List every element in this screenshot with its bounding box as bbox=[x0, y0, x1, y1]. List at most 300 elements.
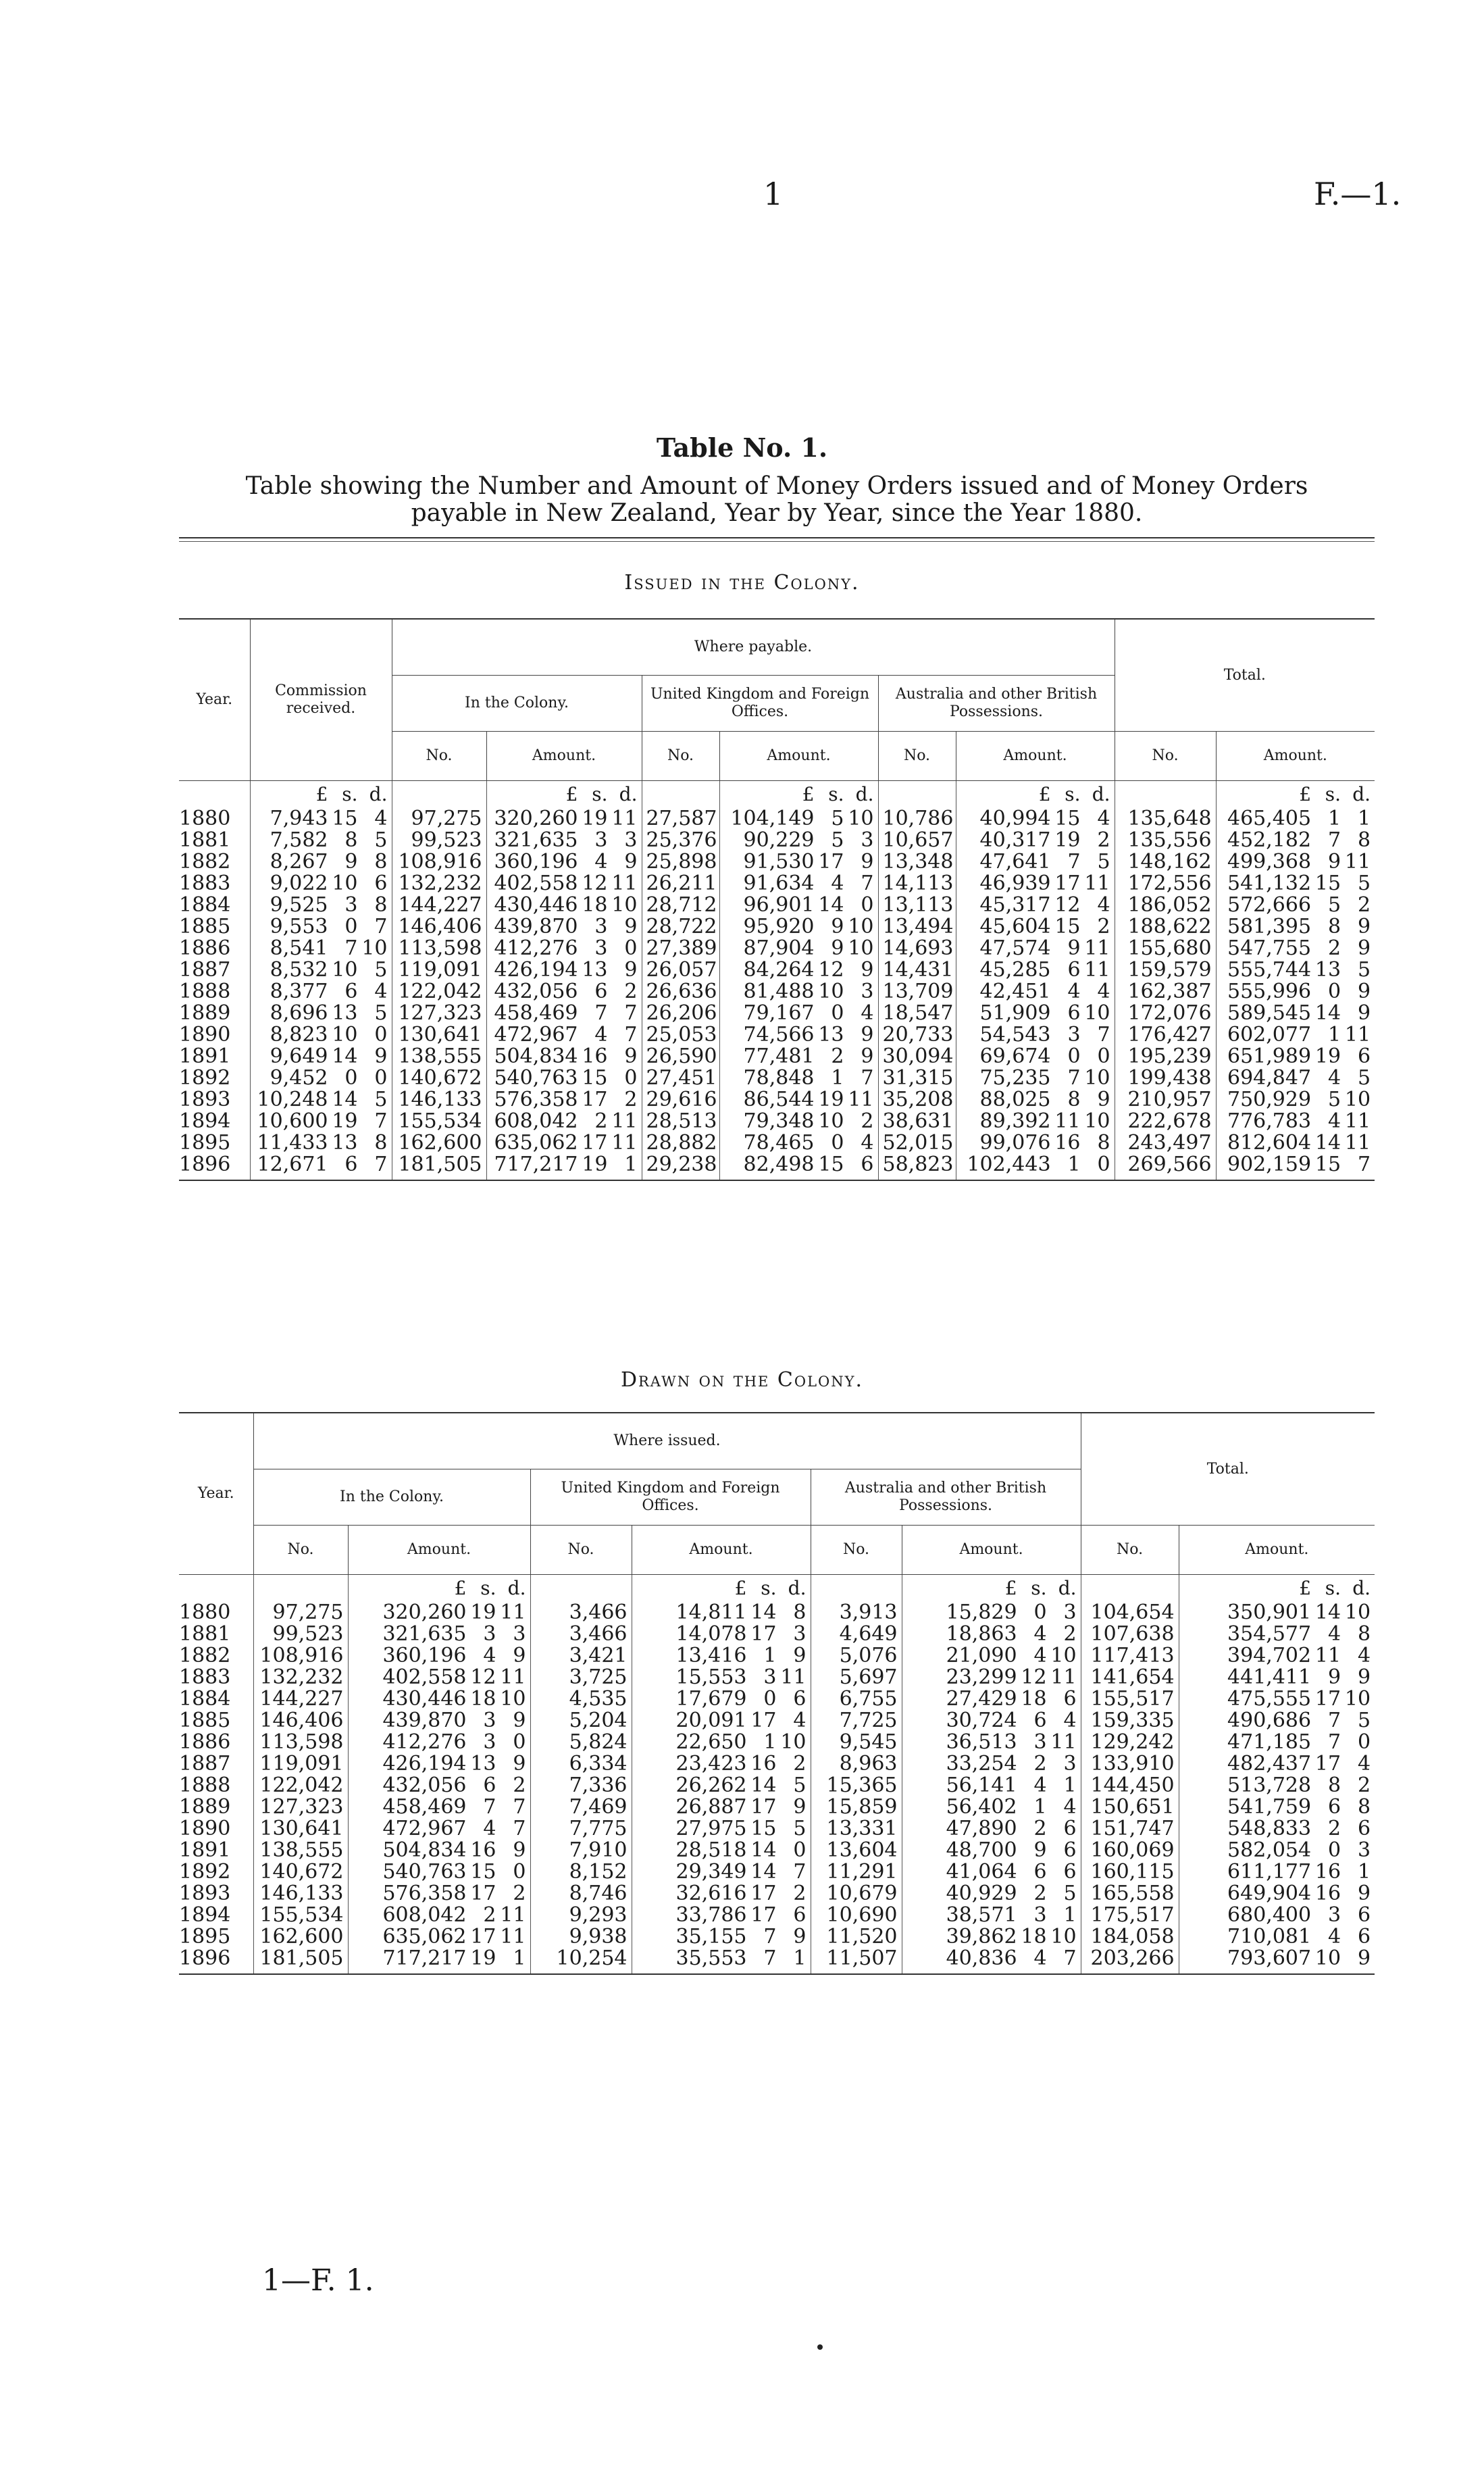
amount-cell bbox=[902, 1753, 1081, 1775]
pounds: 555,744 bbox=[1227, 958, 1312, 982]
table-row bbox=[179, 1861, 1375, 1883]
pound-sign: £ bbox=[1299, 783, 1312, 805]
amount-cell bbox=[632, 1645, 811, 1667]
amount-value bbox=[255, 830, 388, 851]
amount-value bbox=[491, 1046, 638, 1067]
amount-cell bbox=[250, 1024, 392, 1046]
amount-value bbox=[636, 1948, 807, 1969]
year-cell: 1895 bbox=[179, 1131, 231, 1155]
pounds: 7,582 bbox=[270, 828, 328, 852]
pounds: 12,671 bbox=[257, 1153, 328, 1176]
amount-cell bbox=[902, 1688, 1081, 1710]
pence: 1 bbox=[1063, 1903, 1077, 1927]
pence: 9 bbox=[1357, 915, 1371, 938]
amount-cell bbox=[348, 1926, 530, 1948]
amount-cell bbox=[956, 830, 1115, 851]
pence: 5 bbox=[1357, 1709, 1371, 1732]
number-cell: 14,693 bbox=[878, 938, 956, 959]
pounds: 45,604 bbox=[979, 915, 1051, 938]
number-cell: 10,657 bbox=[878, 830, 956, 851]
year-cell: 1890 bbox=[179, 1817, 231, 1840]
amount-cell bbox=[719, 851, 878, 873]
number-cell: 7,910 bbox=[530, 1840, 632, 1861]
shillings: 7 bbox=[763, 1946, 777, 1970]
pounds: 902,159 bbox=[1227, 1153, 1312, 1176]
table-row bbox=[179, 1089, 1375, 1111]
pounds: 582,054 bbox=[1227, 1838, 1312, 1862]
shillings: 9 bbox=[344, 850, 358, 874]
amount-value bbox=[491, 1154, 638, 1176]
section-heading-drawn: Drawn on the Colony. bbox=[620, 1368, 864, 1392]
pence: 9 bbox=[861, 1023, 874, 1047]
shillings: 1 bbox=[1327, 1023, 1341, 1047]
pence: 1 bbox=[513, 1946, 526, 1970]
pounds: 35,553 bbox=[675, 1946, 747, 1970]
pounds: 54,543 bbox=[979, 1023, 1051, 1047]
table-row bbox=[179, 1602, 1375, 1624]
amount-value bbox=[491, 1132, 638, 1154]
number-cell: 113,598 bbox=[253, 1732, 348, 1753]
amount-value bbox=[906, 1753, 1077, 1775]
pence: 8 bbox=[1357, 1622, 1371, 1646]
amount-cell bbox=[348, 1818, 530, 1840]
pence: 11 bbox=[1344, 1109, 1371, 1133]
pence: 10 bbox=[1344, 1687, 1371, 1711]
number-cell: 5,204 bbox=[530, 1710, 632, 1732]
pounds: 9,649 bbox=[270, 1045, 328, 1068]
amount-value bbox=[906, 1818, 1077, 1840]
number-cell: 127,323 bbox=[253, 1796, 348, 1818]
pence: 9 bbox=[513, 1752, 526, 1776]
pence: 5 bbox=[374, 1001, 388, 1025]
pence: 6 bbox=[793, 1687, 807, 1711]
pounds: 360,196 bbox=[382, 1644, 467, 1667]
number-cell: 107,638 bbox=[1081, 1624, 1179, 1645]
pounds: 102,443 bbox=[967, 1153, 1051, 1176]
amount-cell bbox=[486, 1024, 642, 1046]
pence: 11 bbox=[611, 807, 638, 830]
pounds: 27,975 bbox=[675, 1817, 747, 1840]
number-cell: 146,133 bbox=[392, 1089, 486, 1111]
blank-cell bbox=[642, 781, 719, 809]
shillings: 10 bbox=[818, 980, 844, 1003]
number-cell: 130,641 bbox=[392, 1024, 486, 1046]
pounds: 710,081 bbox=[1227, 1925, 1312, 1948]
pence: 10 bbox=[1344, 1601, 1371, 1624]
shillings: 14 bbox=[750, 1838, 777, 1862]
number-cell: 11,520 bbox=[811, 1926, 902, 1948]
pence: 1 bbox=[793, 1946, 807, 1970]
pounds: 635,062 bbox=[382, 1925, 467, 1948]
amount-value bbox=[491, 1024, 638, 1046]
shillings: 14 bbox=[1314, 1001, 1341, 1025]
pence: 1 bbox=[1063, 1773, 1077, 1797]
amount-cell bbox=[632, 1905, 811, 1926]
pence: 9 bbox=[1357, 1001, 1371, 1025]
shillings: 0 bbox=[1067, 1045, 1081, 1068]
amount-value bbox=[491, 895, 638, 916]
pence: 4 bbox=[793, 1709, 807, 1732]
year-cell: 1881 bbox=[179, 1622, 231, 1646]
pence: 8 bbox=[374, 850, 388, 874]
pence: 5 bbox=[1357, 958, 1371, 982]
amount-cell bbox=[956, 1024, 1115, 1046]
pence: 11 bbox=[611, 872, 638, 895]
pence: 5 bbox=[793, 1773, 807, 1797]
pounds: 69,674 bbox=[979, 1045, 1051, 1068]
number-cell: 26,590 bbox=[642, 1046, 719, 1067]
divider bbox=[179, 537, 1375, 542]
amount-value bbox=[255, 851, 388, 873]
amount-value bbox=[1183, 1775, 1371, 1796]
amount-value bbox=[1183, 1602, 1371, 1624]
pound-sign: £ bbox=[565, 783, 578, 805]
pounds: 513,728 bbox=[1227, 1773, 1312, 1797]
pounds: 35,155 bbox=[675, 1925, 747, 1948]
header-amount: Amount. bbox=[902, 1526, 1081, 1575]
amount-value bbox=[906, 1861, 1077, 1883]
amount-cell bbox=[902, 1732, 1081, 1753]
amount-value bbox=[491, 808, 638, 830]
shillings: 9 bbox=[1327, 850, 1341, 874]
amount-value bbox=[961, 1067, 1110, 1089]
amount-value bbox=[1221, 808, 1371, 830]
amount-value bbox=[353, 1883, 526, 1905]
units-cell bbox=[632, 1575, 811, 1603]
amount-cell bbox=[902, 1667, 1081, 1688]
amount-value bbox=[906, 1775, 1077, 1796]
number-cell: 148,162 bbox=[1115, 851, 1216, 873]
amount-value bbox=[961, 895, 1110, 916]
shillings: 3 bbox=[1033, 1903, 1047, 1927]
number-cell: 203,266 bbox=[1081, 1948, 1179, 1974]
pence-label: d. bbox=[855, 783, 874, 805]
pounds: 472,967 bbox=[382, 1817, 467, 1840]
pence: 11 bbox=[1344, 850, 1371, 874]
number-cell: 159,335 bbox=[1081, 1710, 1179, 1732]
year-cell: 1888 bbox=[179, 980, 231, 1003]
amount-cell bbox=[1179, 1624, 1375, 1645]
pence: 10 bbox=[1084, 1066, 1110, 1090]
number-cell: 117,413 bbox=[1081, 1645, 1179, 1667]
pounds: 40,317 bbox=[979, 828, 1051, 852]
pounds: 42,451 bbox=[979, 980, 1051, 1003]
year-cell: 1896 bbox=[179, 1948, 253, 1974]
pence: 10 bbox=[1084, 1001, 1110, 1025]
pounds: 504,834 bbox=[382, 1838, 467, 1862]
year-cell: 1883 bbox=[179, 1665, 231, 1689]
pounds: 56,402 bbox=[946, 1795, 1017, 1819]
pounds: 78,848 bbox=[743, 1066, 815, 1090]
pence: 11 bbox=[500, 1601, 526, 1624]
pence: 6 bbox=[1357, 1903, 1371, 1927]
number-cell: 188,622 bbox=[1115, 916, 1216, 938]
amount-value bbox=[906, 1948, 1077, 1969]
pence: 3 bbox=[861, 980, 874, 1003]
pounds: 490,686 bbox=[1227, 1709, 1312, 1732]
pounds: 99,076 bbox=[979, 1131, 1051, 1155]
shillings: 16 bbox=[582, 1045, 608, 1068]
shillings: 1 bbox=[763, 1644, 777, 1667]
pounds: 439,870 bbox=[494, 915, 578, 938]
header-commission: Commission received. bbox=[250, 619, 392, 781]
number-cell: 25,376 bbox=[642, 830, 719, 851]
shillings: 12 bbox=[582, 872, 608, 895]
amount-value bbox=[906, 1732, 1077, 1753]
pence: 9 bbox=[1097, 1088, 1110, 1111]
pence: 5 bbox=[374, 1088, 388, 1111]
pence: 9 bbox=[513, 1709, 526, 1732]
units-cell bbox=[1216, 781, 1375, 809]
amount-cell bbox=[719, 895, 878, 916]
pounds: 8,823 bbox=[270, 1023, 328, 1047]
pence: 2 bbox=[1357, 893, 1371, 917]
pounds: 40,836 bbox=[946, 1946, 1017, 1970]
pounds: 432,056 bbox=[382, 1773, 467, 1797]
pounds: 15,553 bbox=[675, 1665, 747, 1689]
shillings: 19 bbox=[332, 1109, 358, 1133]
amount-value bbox=[636, 1905, 807, 1926]
number-cell: 140,672 bbox=[392, 1067, 486, 1089]
amount-value bbox=[906, 1710, 1077, 1732]
shillings: 4 bbox=[1033, 1773, 1047, 1797]
table-row bbox=[179, 1067, 1375, 1089]
amount-value bbox=[961, 1132, 1110, 1154]
pence: 7 bbox=[624, 1001, 638, 1025]
amount-cell bbox=[632, 1688, 811, 1710]
table-row bbox=[179, 851, 1375, 873]
number-cell: 5,824 bbox=[530, 1732, 632, 1753]
pence: 2 bbox=[624, 1088, 638, 1111]
units bbox=[491, 784, 638, 805]
amount-cell bbox=[250, 1003, 392, 1024]
shillings: 9 bbox=[1327, 1665, 1341, 1689]
pounds: 608,042 bbox=[494, 1109, 578, 1133]
amount-value bbox=[491, 1111, 638, 1132]
header-no: No. bbox=[253, 1526, 348, 1575]
pounds: 458,469 bbox=[382, 1795, 467, 1819]
amount-cell bbox=[250, 830, 392, 851]
number-cell: 155,534 bbox=[392, 1111, 486, 1132]
shillings: 3 bbox=[1327, 1903, 1341, 1927]
table-row bbox=[179, 830, 1375, 851]
amount-cell bbox=[719, 1111, 878, 1132]
number-cell: 122,042 bbox=[392, 981, 486, 1003]
pence: 0 bbox=[624, 1066, 638, 1090]
amount-value bbox=[491, 916, 638, 938]
amount-cell bbox=[1216, 1046, 1375, 1067]
number-cell: 35,208 bbox=[878, 1089, 956, 1111]
shillings: 19 bbox=[1054, 828, 1081, 852]
number-cell: 97,275 bbox=[392, 808, 486, 830]
shillings: 3 bbox=[483, 1730, 496, 1754]
units bbox=[1221, 784, 1371, 805]
header-amount: Amount. bbox=[719, 732, 878, 781]
amount-cell bbox=[632, 1818, 811, 1840]
pounds: 320,260 bbox=[382, 1601, 467, 1624]
shillings: 18 bbox=[1021, 1925, 1047, 1948]
amount-cell bbox=[1179, 1753, 1375, 1775]
pounds: 465,405 bbox=[1227, 807, 1312, 830]
amount-value bbox=[353, 1753, 526, 1775]
shillings: 6 bbox=[344, 980, 358, 1003]
amount-cell bbox=[348, 1883, 530, 1905]
amount-value bbox=[491, 1067, 638, 1089]
amount-value bbox=[1221, 1003, 1371, 1024]
shillings: 9 bbox=[831, 915, 844, 938]
amount-cell bbox=[1179, 1645, 1375, 1667]
shillings: 0 bbox=[344, 1066, 358, 1090]
number-cell: 3,421 bbox=[530, 1645, 632, 1667]
amount-cell bbox=[632, 1840, 811, 1861]
amount-cell bbox=[902, 1840, 1081, 1861]
table-row bbox=[179, 959, 1375, 981]
amount-cell bbox=[1179, 1948, 1375, 1974]
pound-sign: £ bbox=[454, 1577, 467, 1599]
pounds: 540,763 bbox=[382, 1860, 467, 1884]
table-title: Table No. 1. bbox=[656, 432, 828, 463]
number-cell: 9,293 bbox=[530, 1905, 632, 1926]
amount-value bbox=[1221, 916, 1371, 938]
blank-cell bbox=[1081, 1575, 1179, 1603]
pence: 10 bbox=[500, 1687, 526, 1711]
shillings: 18 bbox=[1021, 1687, 1047, 1711]
amount-value bbox=[636, 1602, 807, 1624]
pounds: 541,759 bbox=[1227, 1795, 1312, 1819]
table-row bbox=[179, 1024, 1375, 1046]
amount-cell bbox=[250, 808, 392, 830]
amount-cell bbox=[956, 1067, 1115, 1089]
pence: 3 bbox=[1063, 1601, 1077, 1624]
shillings: 13 bbox=[332, 1131, 358, 1155]
amount-value bbox=[636, 1926, 807, 1948]
amount-cell bbox=[348, 1602, 530, 1624]
pence: 5 bbox=[1357, 872, 1371, 895]
amount-value bbox=[353, 1840, 526, 1861]
table-row bbox=[179, 1111, 1375, 1132]
amount-value bbox=[1183, 1732, 1371, 1753]
amount-value bbox=[906, 1667, 1077, 1688]
shillings-label: s. bbox=[480, 1577, 496, 1599]
amount-value bbox=[724, 1132, 874, 1154]
shillings: 3 bbox=[344, 893, 358, 917]
table-row bbox=[179, 1003, 1375, 1024]
amount-cell bbox=[348, 1840, 530, 1861]
amount-value bbox=[255, 808, 388, 830]
pence: 10 bbox=[848, 915, 874, 938]
pounds: 38,571 bbox=[946, 1903, 1017, 1927]
amount-cell bbox=[902, 1861, 1081, 1883]
shillings: 2 bbox=[1033, 1817, 1047, 1840]
pounds: 88,025 bbox=[979, 1088, 1051, 1111]
pounds: 33,254 bbox=[946, 1752, 1017, 1776]
shillings: 16 bbox=[1314, 1882, 1341, 1905]
shillings: 16 bbox=[1054, 1131, 1081, 1155]
shillings: 17 bbox=[470, 1882, 496, 1905]
pounds: 452,182 bbox=[1227, 828, 1312, 852]
table-row bbox=[179, 895, 1375, 916]
shillings: 13 bbox=[1314, 958, 1341, 982]
amount-cell bbox=[956, 1154, 1115, 1180]
pounds: 717,217 bbox=[382, 1946, 467, 1970]
pence: 11 bbox=[1050, 1665, 1077, 1689]
shillings: 0 bbox=[1327, 1838, 1341, 1862]
pence-label: d. bbox=[1352, 1577, 1371, 1599]
shillings-label: s. bbox=[1325, 1577, 1341, 1599]
table-row bbox=[179, 1948, 1375, 1974]
amount-cell bbox=[486, 1067, 642, 1089]
number-cell: 5,697 bbox=[811, 1667, 902, 1688]
amount-cell bbox=[348, 1624, 530, 1645]
table-row bbox=[179, 1624, 1375, 1645]
amount-cell bbox=[486, 938, 642, 959]
number-cell: 3,725 bbox=[530, 1667, 632, 1688]
pounds: 90,229 bbox=[743, 828, 815, 852]
header-amount: Amount. bbox=[486, 732, 642, 781]
pence: 4 bbox=[374, 807, 388, 830]
amount-cell bbox=[632, 1775, 811, 1796]
pounds: 8,377 bbox=[270, 980, 328, 1003]
pounds: 104,149 bbox=[730, 807, 815, 830]
shillings: 4 bbox=[594, 850, 608, 874]
pounds: 7,943 bbox=[270, 807, 328, 830]
number-cell: 18,547 bbox=[878, 1003, 956, 1024]
table-row bbox=[179, 1775, 1375, 1796]
shillings: 17 bbox=[750, 1622, 777, 1646]
header-in-colony: In the Colony. bbox=[253, 1469, 530, 1526]
amount-cell bbox=[719, 938, 878, 959]
amount-cell bbox=[1216, 851, 1375, 873]
shillings: 14 bbox=[332, 1088, 358, 1111]
pence: 8 bbox=[793, 1601, 807, 1624]
number-cell: 144,227 bbox=[392, 895, 486, 916]
pounds: 8,267 bbox=[270, 850, 328, 874]
number-cell: 186,052 bbox=[1115, 895, 1216, 916]
amount-value bbox=[491, 1003, 638, 1024]
amount-value bbox=[961, 1046, 1110, 1067]
shillings: 6 bbox=[1067, 958, 1081, 982]
pence: 11 bbox=[1344, 1131, 1371, 1155]
number-cell: 122,042 bbox=[253, 1775, 348, 1796]
pence: 6 bbox=[1063, 1838, 1077, 1862]
pounds: 22,650 bbox=[675, 1730, 747, 1754]
number-cell: 108,916 bbox=[253, 1645, 348, 1667]
amount-cell bbox=[902, 1645, 1081, 1667]
pounds: 45,285 bbox=[979, 958, 1051, 982]
shillings: 13 bbox=[582, 958, 608, 982]
pence: 6 bbox=[1063, 1817, 1077, 1840]
pounds: 504,834 bbox=[494, 1045, 578, 1068]
pence: 7 bbox=[374, 1109, 388, 1133]
amount-value bbox=[724, 1067, 874, 1089]
table-row bbox=[179, 1753, 1375, 1775]
shillings: 19 bbox=[1314, 1045, 1341, 1068]
shillings: 2 bbox=[594, 1109, 608, 1133]
header-amount: Amount. bbox=[1216, 732, 1375, 781]
number-cell: 243,497 bbox=[1115, 1132, 1216, 1154]
pence: 5 bbox=[374, 958, 388, 982]
pounds: 441,411 bbox=[1227, 1665, 1312, 1689]
year-cell: 1880 bbox=[179, 1601, 231, 1624]
amount-value bbox=[636, 1667, 807, 1688]
number-cell: 184,058 bbox=[1081, 1926, 1179, 1948]
amount-cell bbox=[719, 1089, 878, 1111]
number-cell: 15,365 bbox=[811, 1775, 902, 1796]
amount-value bbox=[255, 1024, 388, 1046]
pence: 9 bbox=[861, 850, 874, 874]
amount-value bbox=[255, 895, 388, 916]
number-cell: 162,600 bbox=[253, 1926, 348, 1948]
